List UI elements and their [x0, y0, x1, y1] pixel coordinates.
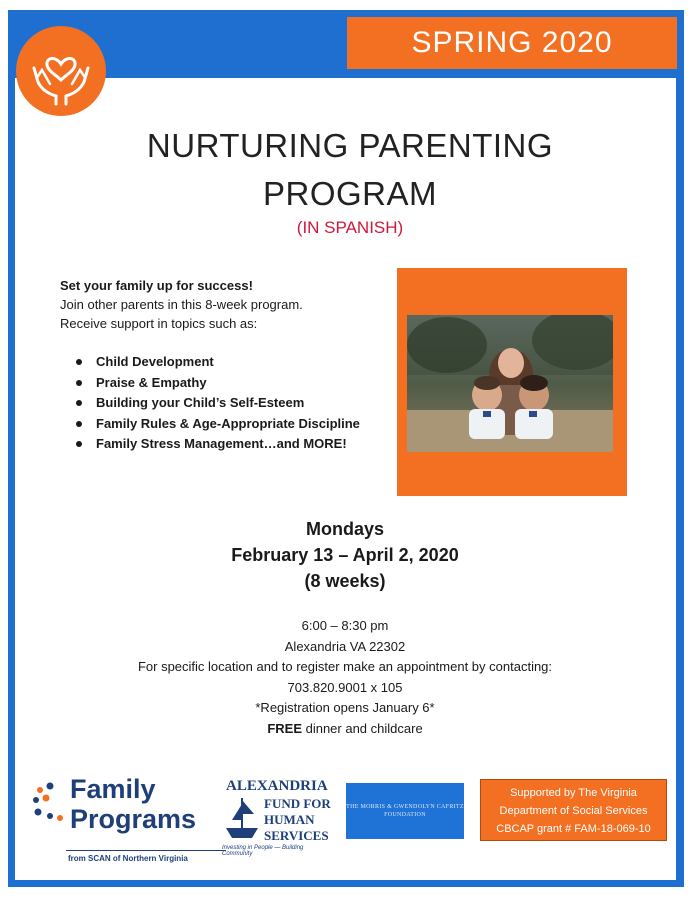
intro-line-3: Receive support in topics such as:: [60, 316, 258, 331]
family-photo: [407, 315, 613, 452]
family-programs-logo: [30, 772, 220, 867]
ship-icon: [222, 792, 262, 842]
divider: [66, 850, 226, 851]
page-title: [80, 122, 620, 218]
free-rest: dinner and childcare: [301, 720, 423, 736]
event-details: [90, 616, 600, 739]
bullet-icon: [76, 400, 82, 406]
contact-note: For specific location and to register make an appointment by contacting:: [137, 659, 553, 674]
afhs-tagline: Investing in People — Building Community: [222, 845, 304, 857]
intro-text: [60, 276, 390, 333]
family-programs-dots-icon: [30, 780, 66, 830]
frame-right: [676, 10, 684, 885]
family-programs-name: Family Programs: [70, 774, 197, 834]
intro-line-2: Join other parents in this 8-week program.: [60, 297, 303, 312]
schedule-duration: (8 weeks): [304, 571, 386, 591]
frame-left: [8, 10, 15, 885]
cafritz-foundation-logo: THE MORRIS & GWENDOLYN CAFRITZ FOUNDATION: [346, 783, 464, 839]
schedule-dates: February 13 – April 2, 2020: [231, 545, 459, 565]
topics-list: [60, 352, 400, 455]
bullet-icon: [76, 380, 82, 386]
title-line-2: PROGRAM: [262, 175, 437, 212]
list-item: Family Stress Management…and MORE!: [60, 434, 400, 455]
frame-bottom: [8, 880, 684, 887]
page-subtitle: (IN SPANISH): [296, 218, 404, 237]
bullet-icon: [76, 359, 82, 365]
intro-headline: Set your family up for success!: [60, 278, 253, 293]
list-item: Family Rules & Age-Appropriate Discipline: [60, 414, 400, 435]
list-item: Building your Child’s Self-Esteem: [60, 393, 400, 414]
list-item: Praise & Empathy: [60, 373, 400, 394]
bullet-icon: [76, 421, 82, 427]
registration-note: *Registration opens January 6*: [255, 700, 435, 715]
list-item: Child Development: [60, 352, 400, 373]
event-time: 6:00 – 8:30 pm: [301, 618, 389, 633]
title-line-1: NURTURING PARENTING: [146, 127, 554, 164]
family-programs-tagline: from SCAN of Northern Virginia: [68, 854, 188, 863]
schedule-day: Mondays: [305, 519, 384, 539]
bullet-icon: [76, 441, 82, 447]
contact-phone: 703.820.9001 x 105: [287, 679, 403, 695]
alexandria-fund-logo: ALEXANDRIA FUND FOR HUMAN SERVICES Investing in People — Building Community: [222, 778, 334, 850]
season-banner: SPRING 2020: [347, 17, 677, 69]
schedule: [150, 516, 540, 594]
funding-notice: Supported by The Virginia Department of Social Services CBCAP grant # FAM-18-069-10: [480, 779, 667, 841]
event-location: Alexandria VA 22302: [284, 638, 406, 654]
heart-hands-logo-icon: [16, 26, 106, 116]
free-note: [90, 719, 600, 740]
free-label: FREE: [267, 720, 302, 736]
